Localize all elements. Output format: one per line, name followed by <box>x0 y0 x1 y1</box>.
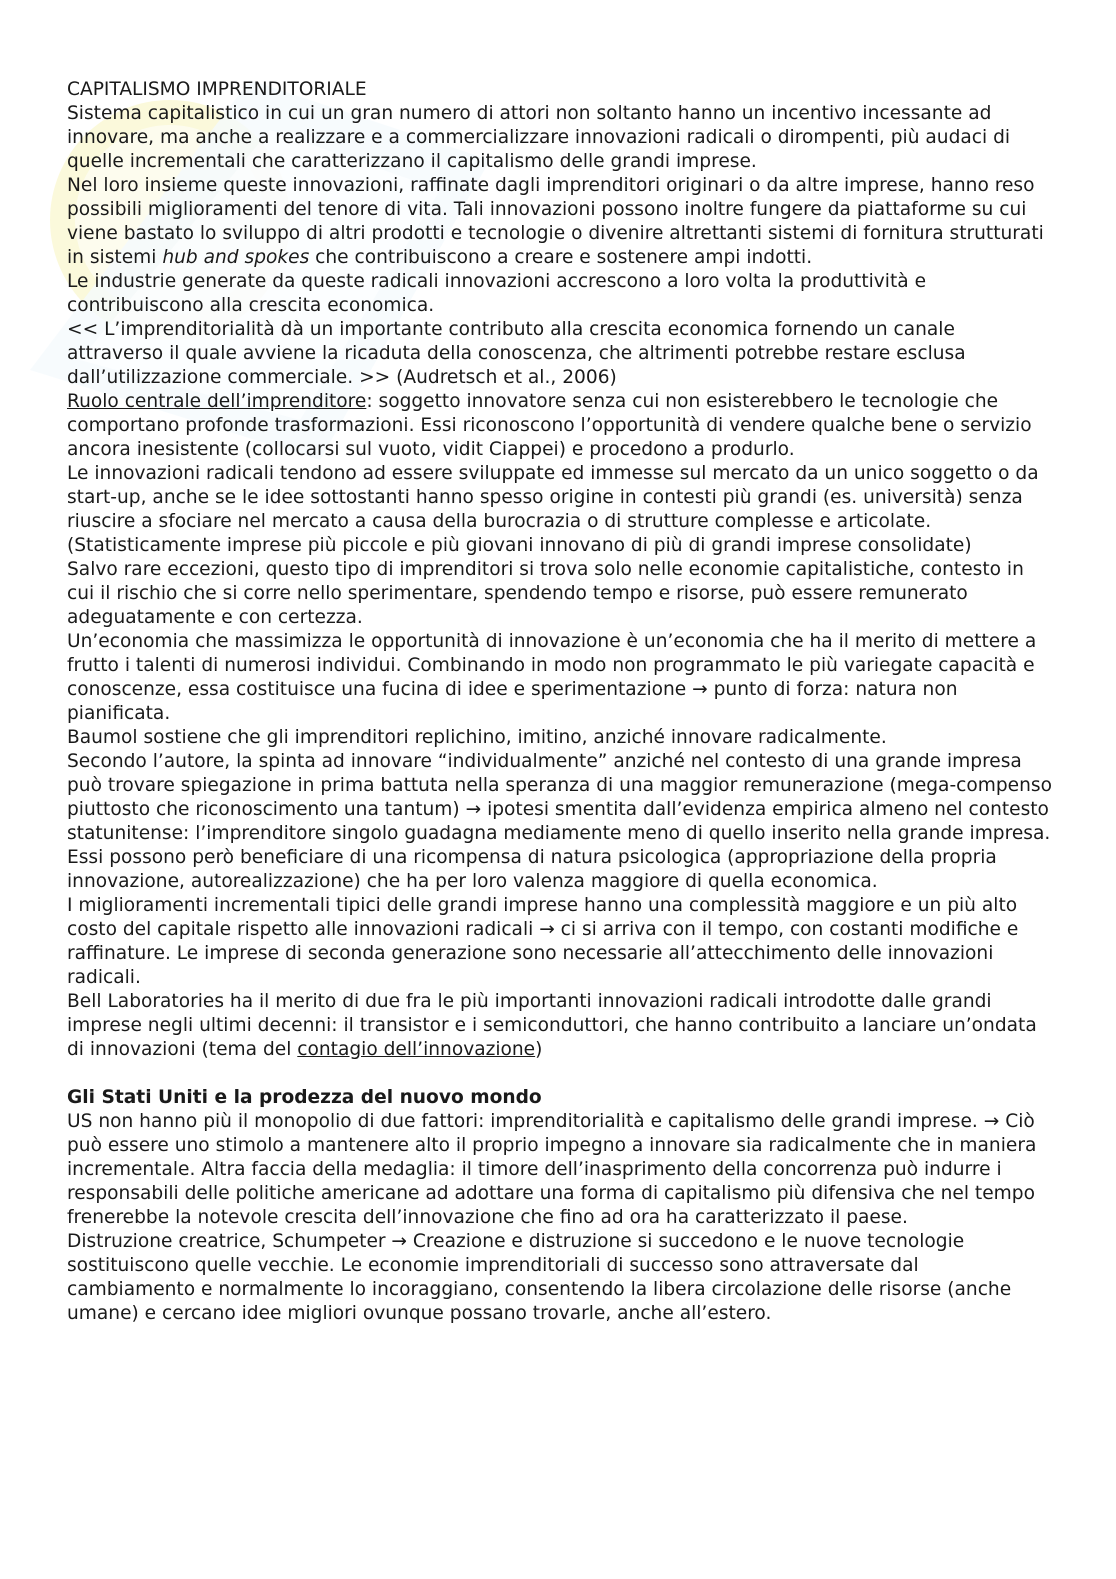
document-page <box>67 78 1052 1326</box>
section-heading: Gli Stati Uniti e la prodezza del nuovo mondo <box>67 1087 542 1108</box>
paragraph-author: Secondo l’autore, la spinta ad innovare “individualmente” anziché nel contesto di una grande impresa può trovare spiegazione in prima battuta nella speranza di una maggior remunerazione (mega-compenso piuttosto che riconoscimento una tantum) → ipotesi smentita dall’evidenza empirica almeno nel contesto statunitense: l’imprenditore singolo guadagna mediamente meno di quello inserito nella grande impresa. Essi possono però beneficiare di una ricompensa di natura psicologica (appropriazione della propria innovazione, autorealizzazione) che ha per loro valenza maggiore di quella economica. <box>67 751 1052 892</box>
paragraph-bell-labs: Bell Laboratories ha il merito di due fra le più importanti innovazioni radicali introdotte dalle grandi imprese negli ultimi decenni: il transistor e i semiconduttori, che hanno contribuito a lanciare un’ondata di innovazioni (tema del contagio dell’innovazione) <box>67 991 1037 1060</box>
paragraph-exceptions: Salvo rare eccezioni, questo tipo di imprenditori si trova solo nelle economie capitalistiche, contesto in cui il rischio che si corre nello sperimentare, spendendo tempo e risorse, può essere remunerato adeguatamente e con certezza. <box>67 559 1024 628</box>
paragraph-incremental: I miglioramenti incrementali tipici delle grandi imprese hanno una complessità maggiore e un più alto costo del capitale rispetto alle innovazioni radicali → ci si arriva con il tempo, con costanti modifiche e raffinature. Le imprese di seconda generazione sono necessarie all’attecchimento delle innovazioni radicali. <box>67 895 1019 988</box>
paragraph-definition: Sistema capitalistico in cui un gran numero di attori non soltanto hanno un incentivo incessante ad innovare, ma anche a realizzare e a commercializzare innovazioni radicali o dirompenti, più audaci di quelle incrementali che caratterizzano il capitalismo delle grandi imprese. <box>67 103 1011 172</box>
underlined-term: contagio dell’innovazione <box>297 1039 536 1060</box>
paragraph-radical-innovations: Le innovazioni radicali tendono ad essere sviluppate ed immesse sul mercato da un unico soggetto o da start-up, anche se le idee sottostanti hanno spesso origine in contesti più grandi (es. università) senza riuscire a sfociare nel mercato a causa della burocrazia o di strutture complesse e articolate. (Statisticamente imprese più piccole e più giovani innovano di più di grandi imprese consolidate) <box>67 463 1039 556</box>
paragraph-schumpeter: Distruzione creatrice, Schumpeter → Creazione e distruzione si succedono e le nuove tecnologie sostituiscono quelle vecchie. Le economie imprenditoriali di successo sono attraversate dal cambiamento e normalmente lo incoraggiano, consentendo la libera circolazione delle risorse (anche umane) e cercano idee migliori ovunque possano trovarle, anche all’estero. <box>67 1231 1012 1324</box>
spacer <box>67 1062 1052 1086</box>
underlined-term: Ruolo centrale dell’imprenditore <box>67 391 367 412</box>
paragraph-us: US non hanno più il monopolio di due fattori: imprenditorialità e capitalismo delle grandi imprese. → Ciò può essere uno stimolo a mantenere alto il proprio impegno a innovare sia radicalmente che in maniera incrementale. Altra faccia della medaglia: il timore dell’inasprimento della concorrenza può indurre i responsabili delle politiche americane ad adottare una forma di capitalismo più difensiva che nel tempo frenerebbe la notevole crescita dell’innovazione che fino ad ora ha caratterizzato il paese. <box>67 1111 1037 1228</box>
paragraph-entrepreneur-role: Ruolo centrale dell’imprenditore: soggetto innovatore senza cui non esisterebbero le tecnologie che comportano profonde trasformazioni. Essi riconoscono l’opportunità di vendere qualche bene o servizio ancora inesistente (collocarsi sul vuoto, vidit Ciappei) e procedono a produrlo. <box>67 391 1032 460</box>
paragraph-baumol: Baumol sostiene che gli imprenditori replichino, imitino, anziché innovare radicalmente. <box>67 727 887 748</box>
paragraph-quote: << L’imprenditorialità dà un importante contributo alla crescita economica fornendo un canale attraverso il quale avviene la ricaduta della conoscenza, che altrimenti potrebbe restare esclusa dall’utilizzazione commerciale. >> (Audretsch et al., 2006) <box>67 319 966 388</box>
paragraph-industries: Le industrie generate da queste radicali innovazioni accrescono a loro volta la produttività e contribuiscono alla crescita economica. <box>67 271 927 316</box>
paragraph-economy: Un’economia che massimizza le opportunità di innovazione è un’economia che ha il merito di mettere a frutto i talenti di numerosi individui. Combinando in modo non programmato le più variegate capacità e conoscenze, essa costituisce una fucina di idee e sperimentazione → punto di forza: natura non pianificata. <box>67 631 1037 724</box>
document-title: CAPITALISMO IMPRENDITORIALE <box>67 79 367 100</box>
italic-term: hub and spokes <box>162 247 310 268</box>
paragraph-innovations: Nel loro insieme queste innovazioni, raffinate dagli imprenditori originari o da altre imprese, hanno reso possibili miglioramenti del tenore di vita. Tali innovazioni possono inoltre fungere da piattaforme su cui viene bastato lo sviluppo di altri prodotti e tecnologie o divenire altrettanti sistemi di fornitura strutturati in sistemi hub and spokes che contribuiscono a creare e sostenere ampi indotti. <box>67 175 1044 268</box>
